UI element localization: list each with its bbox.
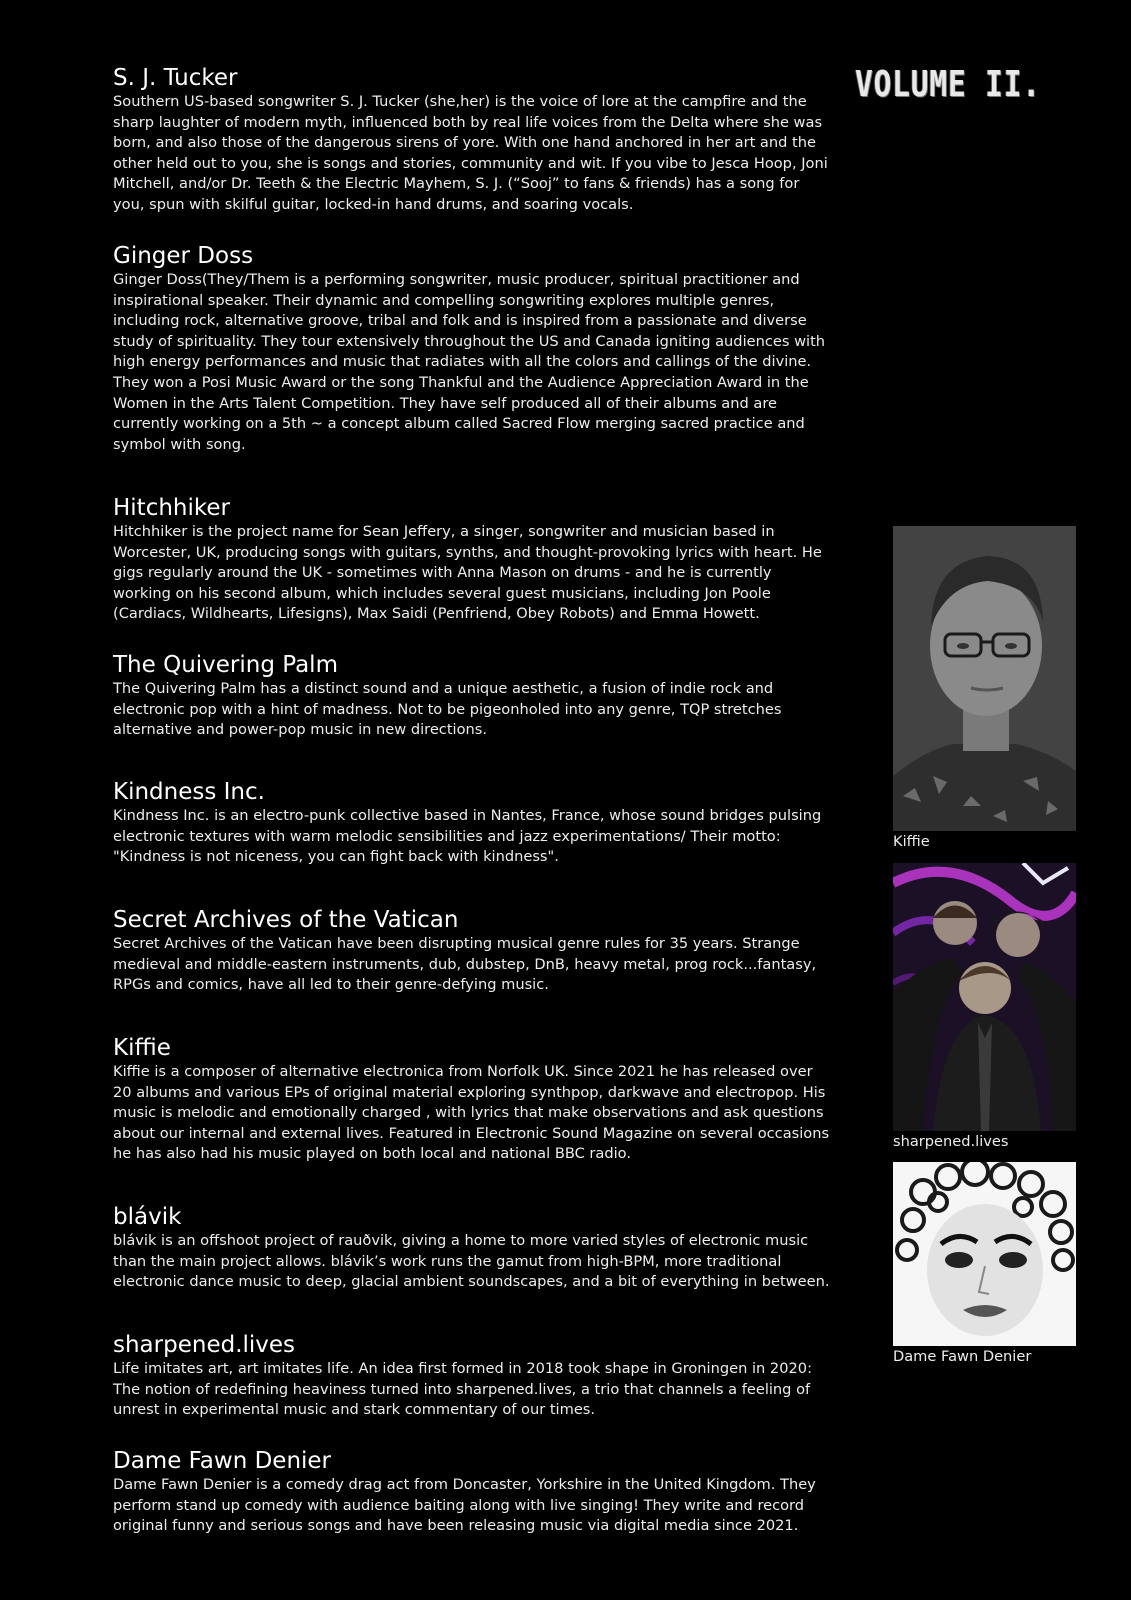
- photo-caption: sharpened.lives: [893, 1133, 1009, 1150]
- band-illustration: [893, 863, 1076, 1131]
- photo-caption: Kiffie: [893, 833, 930, 850]
- portrait-image: [893, 526, 1076, 831]
- artist-name: sharpened.lives: [113, 1332, 296, 1358]
- artist-bio: Hitchhiker is the project name for Sean Jeffery, a singer, songwriter and musician based in Worcester, UK, producing songs with guitars, synths, and thought-provoking lyrics with heart. He gigs regularly around the UK - sometimes with Anna Mason on drums - and he is currently working on his second album, which includes several guest musicians, including Jon Poole (Cardiacs, Wildhearts, Lifesigns), Max Saidi (Penfriend, Obey Robots) and Emma Howett.: [113, 523, 822, 623]
- artist-name: Dame Fawn Denier: [113, 1448, 332, 1474]
- artist-bio: Ginger Doss(They/Them is a performing songwriter, music producer, spiritual practitioner and inspirational speaker. Their dynamic and compelling songwriting explores multiple genres, including rock, alternative groove, tribal and folk and is inspired from a passionate and diverse study of spirituality. They tour extensively throughout the US and Canada igniting audiences with high energy performances and music that radiates with all the colors and callings of the divine. They won a Posi Music Award or the song Thankful and the Audience Appreciation Award in the Women in the Arts Talent Competition. They have self produced all of their albums and are currently working on a 5th ~ a concept album called Sacred Flow merging sacred practice and symbol with song.: [113, 271, 826, 453]
- portrait-illustration: [893, 526, 1076, 831]
- artist-name: Hitchhiker: [113, 495, 230, 521]
- artist-entry-kiffie: [113, 1034, 833, 1165]
- artist-entry-hitchhiker: [113, 494, 833, 625]
- artist-name: Secret Archives of the Vatican: [113, 907, 459, 933]
- artist-entry-sj-tucker: [113, 64, 833, 216]
- artist-entry-kindness-inc: [113, 778, 833, 868]
- photo-kiffie: [893, 526, 1076, 851]
- artist-entry-ginger-doss: [113, 242, 833, 455]
- artist-bio: Secret Archives of the Vatican have been disrupting musical genre rules for 35 years. Strange medieval and middle-eastern instruments, dub, dubstep, DnB, heavy metal, prog rock...fantasy, RPGs and comics, have all led to their genre-defying music.: [113, 935, 817, 994]
- volume-title: VOLUME II.: [855, 64, 1041, 105]
- artist-entry-blavik: [113, 1203, 833, 1293]
- portrait-image: [893, 1162, 1076, 1346]
- artist-entry-sharpened-lives: [113, 1331, 833, 1421]
- artist-entry-dame-fawn-denier: [113, 1447, 833, 1537]
- artist-bio: The Quivering Palm has a distinct sound and a unique aesthetic, a fusion of indie rock and electronic pop with a hint of madness. Not to be pigeonholed into any genre, TQP stretches alternative and power-pop music in new directions.: [113, 680, 782, 739]
- photo-sharpened-lives: [893, 863, 1076, 1151]
- artist-name: Ginger Doss: [113, 243, 254, 269]
- photo-caption: Dame Fawn Denier: [893, 1348, 1032, 1365]
- artist-entry-secret-archives: [113, 906, 833, 996]
- artist-bio: Kiffie is a composer of alternative electronica from Norfolk UK. Since 2021 he has released over 20 albums and various EPs of original material exploring synthpop, darkwave and electropop. His music is melodic and emotionally charged , with lyrics that make observations and ask questions about our internal and external lives. Featured in Electronic Sound Magazine on several occasions he has also had his music played on both local and national BBC radio.: [113, 1063, 830, 1163]
- artist-bio: blávik is an offshoot project of rauðvik, giving a home to more varied styles of electronic music than the main project allows. blávik’s work runs the gamut from high-BPM, more traditional electronic dance music to deep, glacial ambient soundscapes, and a bit of everything in between.: [113, 1232, 830, 1291]
- portrait-illustration: [893, 1162, 1076, 1346]
- artist-name: S. J. Tucker: [113, 65, 238, 91]
- artist-name: Kiffie: [113, 1035, 171, 1061]
- artist-bio: Dame Fawn Denier is a comedy drag act from Doncaster, Yorkshire in the United Kingdom. They perform stand up comedy with audience baiting along with live singing! They write and record original funny and serious songs and have been releasing music via digital media since 2021.: [113, 1476, 816, 1535]
- band-photo-image: [893, 863, 1076, 1131]
- artist-bio: Southern US-based songwriter S. J. Tucker (she,her) is the voice of lore at the campfire and the sharp laughter of modern myth, influenced both by real life voices from the Delta where she was born, and also those of the dangerous sirens of yore. With one hand anchored in her art and the other held out to you, she is songs and stories, community and wit. If you vibe to Jesca Hoop, Joni Mitchell, and/or Dr. Teeth & the Electric Mayhem, S. J. (“Sooj” to fans & friends) has a song for you, spun with skilful guitar, locked-in hand drums, and soaring vocals.: [113, 93, 828, 213]
- artist-bio: Life imitates art, art imitates life. An idea first formed in 2018 took shape in Groningen in 2020: The notion of redefining heaviness turned into sharpened.lives, a trio that channels a feeling of unrest in experimental music and stark commentary of our times.: [113, 1360, 812, 1419]
- artist-bio: Kindness Inc. is an electro-punk collective based in Nantes, France, whose sound bridges pulsing electronic textures with warm melodic sensibilities and jazz experimentations/ Their motto: "Kindness is not niceness, you can fight back with kindness".: [113, 807, 822, 866]
- artist-name: blávik: [113, 1204, 182, 1230]
- artist-name: Kindness Inc.: [113, 779, 265, 805]
- photo-dame-fawn-denier: [893, 1162, 1076, 1366]
- artist-name: The Quivering Palm: [113, 652, 338, 678]
- artist-entry-quivering-palm: [113, 651, 833, 741]
